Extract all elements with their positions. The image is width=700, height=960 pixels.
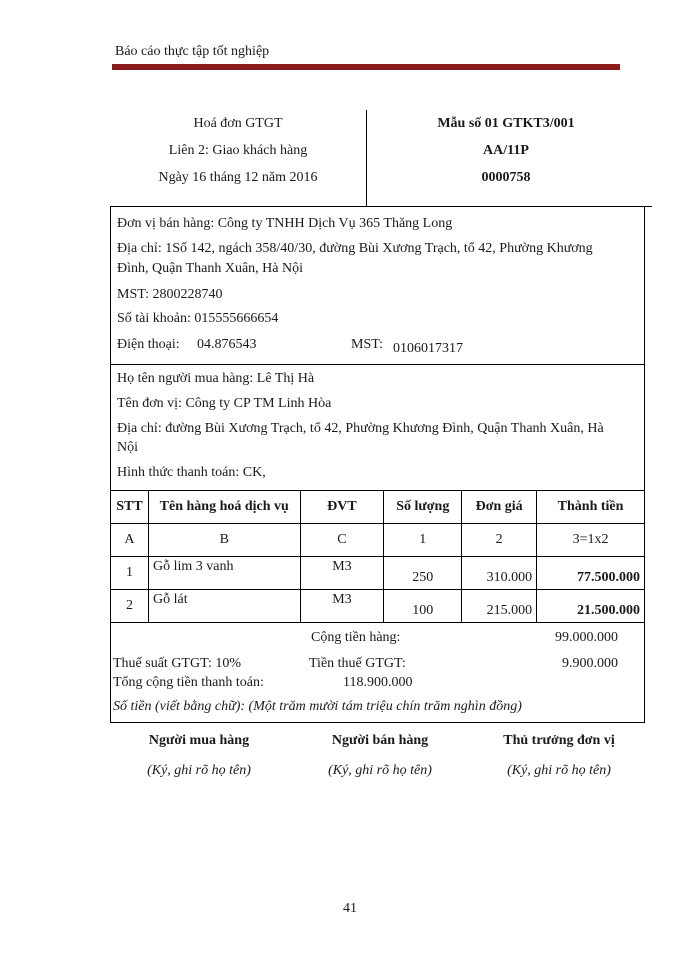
signature-hint: (Ký, ghi rõ họ tên) [507,763,611,778]
buyer-unit: Tên đơn vị: Công ty CP TM Linh Hòa [117,396,332,411]
signature-role: Người bán hàng [331,733,429,748]
row-stt: 2 [111,590,149,623]
totals-section [110,623,645,723]
page-number: 41 [343,901,357,916]
row-unit: M3 [300,590,384,623]
vat-amount-label: Tiền thuế GTGT: [309,656,406,671]
signature-role: Người mua hàng [148,733,250,748]
legend-1: 1 [384,524,462,557]
amount-in-words: Số tiền (viết bằng chữ): (Một trăm mười tám triệu chín trăm nghìn đồng) [113,699,522,714]
seller-tax-code: MST: 2800228740 [117,287,223,302]
legend-a: A [111,524,149,557]
goods-total-value: 99.000.000 [555,630,618,645]
vat-amount-value: 9.900.000 [562,656,618,671]
row-unit: M3 [300,557,384,590]
seller-account: Số tài khoản: 015555666654 [117,311,279,326]
row-price: 310.000 [462,557,537,590]
header-stt: STT [111,491,149,524]
row-qty: 100 [384,590,462,623]
signature-hint: (Ký, ghi rõ họ tên) [328,763,432,778]
legend-b: B [148,524,300,557]
signature-hint: (Ký, ghi rõ họ tên) [147,763,251,778]
table-row [111,590,645,623]
legend-c: C [300,524,384,557]
invoice-info-left [110,110,366,191]
seller-phone: 04.876543 [197,337,257,352]
items-table [110,490,645,623]
seller-address-2: Đình, Quận Thanh Xuân, Hà Nội [117,261,303,276]
header-qty: Số lượng [384,491,462,524]
signature-role: Thủ trưởng đơn vị [503,733,615,748]
seller-name: Đơn vị bán hàng: Công ty TNHH Dịch Vụ 365 Thăng Long [117,216,453,231]
row-amount: 77.500.000 [537,557,645,590]
header-unit: ĐVT [300,491,384,524]
row-name: Gỗ lát [148,590,300,623]
table-row [111,557,645,590]
invoice-date: Ngày 16 tháng 12 năm 2016 [158,170,318,185]
row-amount: 21.500.000 [537,590,645,623]
table-legend-row [111,524,645,557]
grand-total-value: 118.900.000 [343,675,413,690]
invoice-title: Hoá đơn GTGT [193,116,283,131]
signature-seller [295,733,465,779]
seller-address-1: Địa chỉ: 1Số 142, ngách 358/40/30, đường Bùi Xương Trạch, tổ 42, Phường Khương [117,241,593,256]
invoice-info-right [367,110,645,191]
buyer-address-1: Địa chỉ: đường Bùi Xương Trạch, tổ 42, Phường Khương Đình, Quận Thanh Xuân, Hà [117,421,604,436]
row-price: 215.000 [462,590,537,623]
buyer-name: Họ tên người mua hàng: Lê Thị Hà [117,371,315,386]
signature-director [474,733,644,779]
vat-rate: Thuế suất GTGT: 10% [113,656,241,671]
invoice-form-no: Mẫu số 01 GTKT3/001 [437,116,575,131]
invoice-serial: AA/11P [483,143,529,158]
header-name: Tên hàng hoá dịch vụ [148,491,300,524]
buyer-payment: Hình thức thanh toán: CK, [117,465,266,480]
header-amount: Thành tiền [537,491,645,524]
seller-phone-label: Điện thoại: [117,337,180,352]
seller-mst-label: MST: [351,337,383,352]
legend-3: 3=1x2 [537,524,645,557]
row-qty: 250 [384,557,462,590]
header-rule-thin [112,69,620,70]
row-stt: 1 [111,557,149,590]
page-header: Báo cáo thực tập tốt nghiệp [115,44,270,59]
legend-2: 2 [462,524,537,557]
row-name: Gỗ lim 3 vanh [148,557,300,590]
grand-total-label: Tổng cộng tiền thanh toán: [113,675,264,690]
header-price: Đơn giá [462,491,537,524]
invoice-copy: Liên 2: Giao khách hàng [168,143,308,158]
seller-mst: 0106017317 [393,341,463,356]
seller-section [110,206,645,364]
table-header-row [111,491,645,524]
signature-buyer [114,733,284,779]
invoice-number: 0000758 [481,170,531,185]
buyer-address-2: Nội [117,440,138,455]
goods-total-label: Cộng tiền hàng: [311,630,401,645]
buyer-section [110,364,645,490]
